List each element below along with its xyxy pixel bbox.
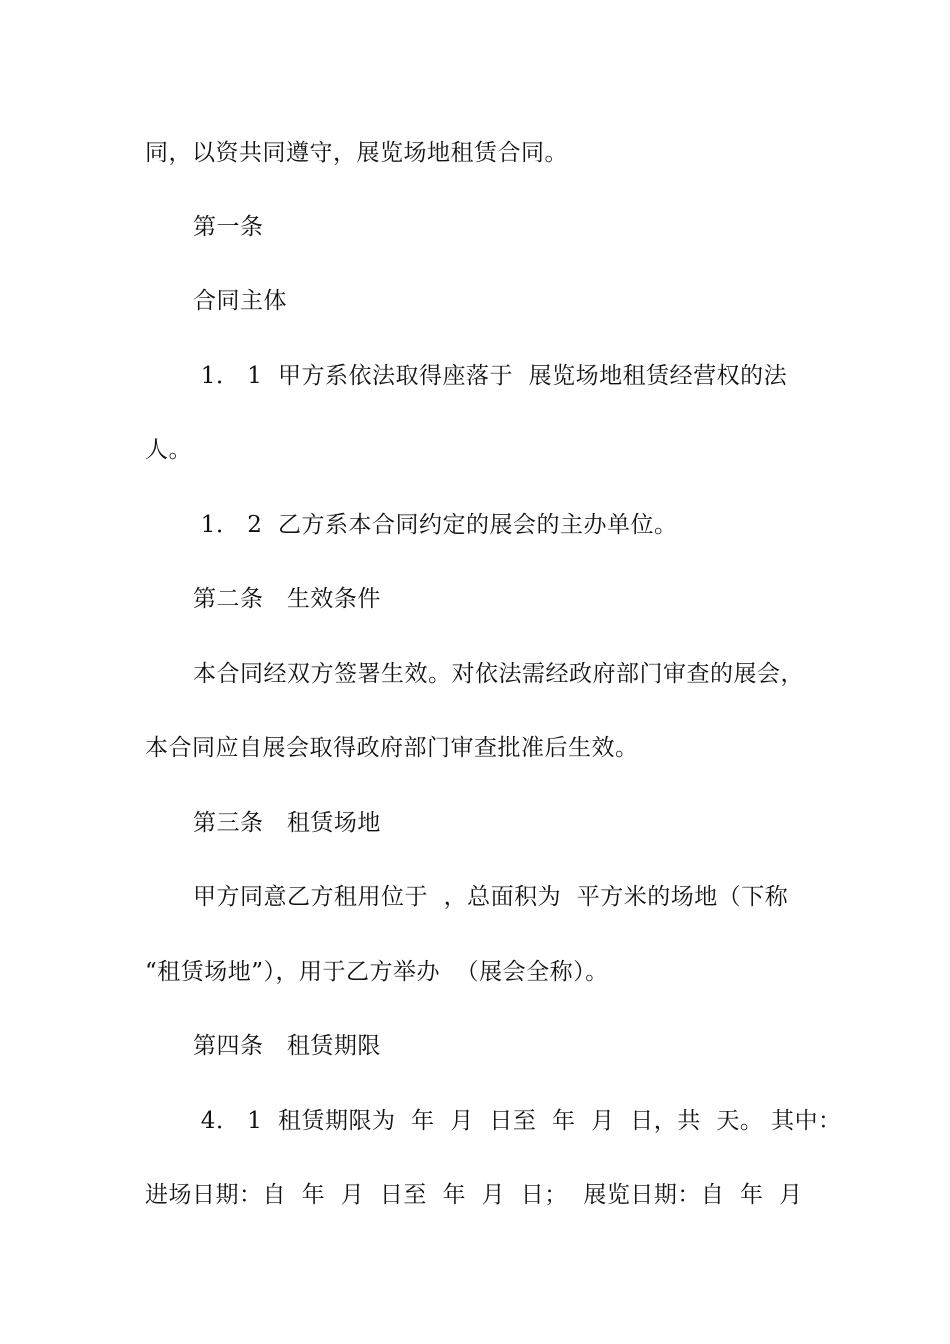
paragraph-line: 人。 (145, 437, 192, 463)
clause-line: 1． 2 乙方系本合同约定的展会的主办单位。 (193, 512, 678, 538)
section-heading: 合同主体 (193, 288, 287, 314)
article-heading: 第三条 租赁场地 (193, 810, 381, 836)
paragraph-line: 本合同经双方签署生效。对依法需经政府部门审查的展会， (193, 661, 804, 687)
paragraph-line: 甲方同意乙方租用位于 ，总面积为 平方米的场地（下称 (193, 884, 789, 910)
paragraph-line: 进场日期：自 年 月 日至 年 月 日； 展览日期：自 年 月 (145, 1182, 803, 1208)
clause-line: 4． 1 租赁期限为 年 月 日至 年 月 日，共 天。 其中： (193, 1108, 842, 1134)
article-heading: 第二条 生效条件 (193, 586, 381, 612)
paragraph-line: 同，以资共同遵守，展览场地租赁合同。 (145, 140, 568, 166)
paragraph-line: 本合同应自展会取得政府部门审查批准后生效。 (145, 735, 639, 761)
clause-line: 1． 1 甲方系依法取得座落于 展览场地租赁经营权的法 (193, 363, 788, 389)
article-heading: 第四条 租赁期限 (193, 1033, 381, 1059)
paragraph-line: “租赁场地”），用于乙方举办 （展会全称）。 (145, 959, 609, 985)
article-heading: 第一条 (193, 214, 264, 240)
